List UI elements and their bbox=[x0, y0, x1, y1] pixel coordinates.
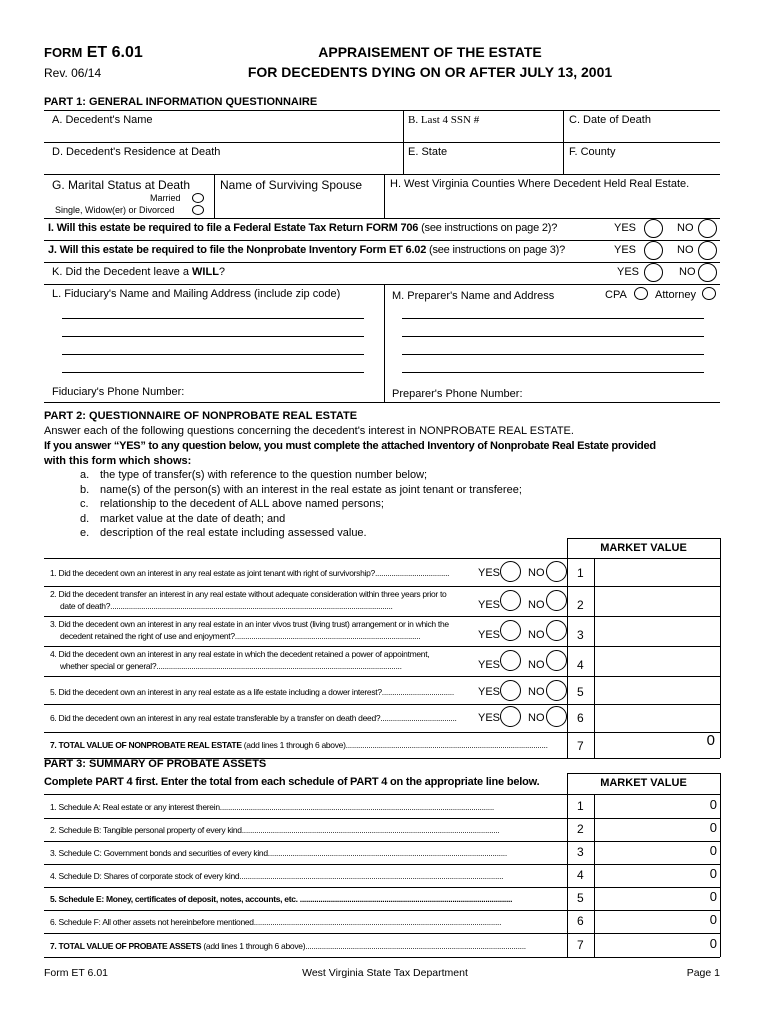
decedent-name-label: A. Decedent's Name bbox=[52, 114, 153, 126]
schedule-a-line-number: 1 bbox=[577, 799, 584, 813]
q3-line-number: 3 bbox=[577, 628, 584, 642]
preparer-phone-label: Preparer's Phone Number: bbox=[392, 388, 523, 400]
q1-yes-radio[interactable] bbox=[500, 561, 521, 582]
q2-line-number: 2 bbox=[577, 598, 584, 612]
schedule-f-label: 6. Schedule F: All other assets not hereinbefore mentioned........................................................................................................................ bbox=[50, 917, 502, 927]
q1-line-number: 1 bbox=[577, 566, 584, 580]
j-yes-label: YES bbox=[614, 244, 637, 256]
q2-yes-label: YES bbox=[478, 599, 501, 611]
footer-page-number: Page 1 bbox=[686, 967, 720, 979]
list-text: name(s) of the person(s) with an interest in the real estate as joint tenant or transferee; bbox=[100, 483, 522, 496]
i-no-label: NO bbox=[677, 222, 694, 234]
form-number bbox=[44, 44, 143, 62]
q4-yes-radio[interactable] bbox=[500, 650, 521, 671]
footer-department: West Virginia State Tax Department bbox=[302, 967, 468, 979]
preparer-line-1[interactable] bbox=[402, 318, 704, 319]
probate-total-line-number: 7 bbox=[577, 938, 584, 952]
fiduciary-line-2[interactable] bbox=[62, 336, 364, 337]
wv-counties-label: H. West Virginia Counties Where Decedent Held Real Estate. bbox=[390, 178, 690, 190]
q6-no-label: NO bbox=[528, 712, 545, 724]
single-label: Single, Widow(er) or Divorced bbox=[55, 205, 175, 215]
question-k-post: ? bbox=[218, 266, 226, 278]
list-item bbox=[80, 497, 522, 512]
state-label: E. State bbox=[408, 146, 448, 158]
question-4-line1: 4. Did the decedent own an interest in any real estate in which the decedent retained a power of appointment, bbox=[50, 649, 430, 659]
k-yes-radio[interactable] bbox=[644, 263, 663, 282]
preparer-line-3[interactable] bbox=[402, 354, 704, 355]
schedule-d-label: 4. Schedule D: Shares of corporate stock of every kind................................................................................................................................ bbox=[50, 871, 504, 881]
question-5: 5. Did the decedent own an interest in any real estate as a life estate including a dower interest?................................... bbox=[50, 687, 454, 697]
probate-total-rest: (add lines 1 through 6 above)........................................................................................................... bbox=[201, 941, 526, 951]
schedule-c-value[interactable]: 0 bbox=[709, 843, 717, 858]
revision-date: Rev. 06/14 bbox=[44, 66, 102, 80]
schedule-c-line-number: 3 bbox=[577, 845, 584, 859]
probate-total-value[interactable]: 0 bbox=[709, 936, 717, 951]
question-6: 6. Did the decedent own an interest in any real estate transferable by a transfer on death deed?..................................... bbox=[50, 713, 457, 723]
attorney-label: Attorney bbox=[655, 289, 696, 301]
list-item bbox=[80, 483, 522, 498]
surviving-spouse-label: Name of Surviving Spouse bbox=[220, 178, 363, 192]
part2-heading: PART 2: QUESTIONNAIRE OF NONPROBATE REAL ESTATE bbox=[44, 410, 358, 422]
list-letter: a. bbox=[80, 469, 90, 481]
schedule-f-line-number: 6 bbox=[577, 914, 584, 928]
nonprobate-total-label bbox=[50, 739, 565, 752]
county-label: F. County bbox=[569, 146, 616, 158]
q6-yes-radio[interactable] bbox=[500, 706, 521, 727]
q3-no-radio[interactable] bbox=[546, 620, 567, 641]
schedule-b-label: 2. Schedule B: Tangible personal property of every kind............................................................................................................................. bbox=[50, 825, 500, 835]
date-of-death-label: C. Date of Death bbox=[569, 114, 651, 126]
part2-instruction-2: with this form which shows: bbox=[44, 455, 192, 467]
part2-intro: Answer each of the following questions concerning the decedent's interest in NONPROBATE REAL ESTATE. bbox=[44, 425, 574, 437]
q1-yes-label: YES bbox=[478, 567, 501, 579]
schedule-b-value[interactable]: 0 bbox=[709, 820, 717, 835]
i-no-radio[interactable] bbox=[698, 219, 717, 238]
q4-line-number: 4 bbox=[577, 658, 584, 672]
q2-yes-radio[interactable] bbox=[500, 590, 521, 611]
fiduciary-phone-label: Fiduciary's Phone Number: bbox=[52, 386, 185, 398]
question-3-line1: 3. Did the decedent own an interest in any real estate in an inter vivos trust (living trust) arrangement or in which the bbox=[50, 619, 449, 629]
list-item bbox=[80, 512, 522, 527]
part2-list bbox=[80, 468, 522, 541]
q6-yes-label: YES bbox=[478, 712, 501, 724]
q3-no-label: NO bbox=[528, 629, 545, 641]
k-no-radio[interactable] bbox=[698, 263, 717, 282]
schedule-d-line-number: 4 bbox=[577, 868, 584, 882]
q5-line-number: 5 bbox=[577, 685, 584, 699]
q4-no-label: NO bbox=[528, 659, 545, 671]
q4-yes-label: YES bbox=[478, 659, 501, 671]
nonprobate-total-value[interactable]: 0 bbox=[706, 732, 715, 749]
q1-no-label: NO bbox=[528, 567, 545, 579]
q6-line-number: 6 bbox=[577, 711, 584, 725]
marital-status-label: G. Marital Status at Death bbox=[52, 178, 191, 192]
question-k-pre: K. Did the Decedent leave a bbox=[52, 266, 193, 278]
j-no-radio[interactable] bbox=[698, 241, 717, 260]
question-i-bold: I. Will this estate be required to file a Federal Estate Tax Return FORM 706 bbox=[48, 222, 419, 234]
q2-no-radio[interactable] bbox=[546, 590, 567, 611]
list-text: relationship to the decedent of ALL above named persons; bbox=[100, 498, 384, 510]
part3-instruction: Complete PART 4 first. Enter the total from each schedule of PART 4 on the appropriate line below. bbox=[44, 776, 540, 788]
attorney-radio[interactable] bbox=[702, 287, 716, 300]
schedule-f-value[interactable]: 0 bbox=[709, 912, 717, 927]
schedule-a-label: 1. Schedule A: Real estate or any interest therein..................................................................................................................................... bbox=[50, 802, 494, 812]
k-yes-label: YES bbox=[617, 266, 640, 278]
j-yes-radio[interactable] bbox=[644, 241, 663, 260]
list-text: market value at the date of death; and bbox=[100, 512, 286, 525]
schedule-e-label: 5. Schedule E: Money, certificates of deposit, notes, accounts, etc. ....................................................................................................... bbox=[50, 894, 513, 904]
fiduciary-line-3[interactable] bbox=[62, 354, 364, 355]
question-i bbox=[48, 222, 557, 234]
list-item bbox=[80, 468, 522, 483]
cpa-radio[interactable] bbox=[634, 287, 648, 300]
form-title-line1: APPRAISEMENT OF THE ESTATE bbox=[318, 44, 542, 60]
q3-yes-radio[interactable] bbox=[500, 620, 521, 641]
footer-form-number: Form ET 6.01 bbox=[44, 967, 108, 979]
fiduciary-line-1[interactable] bbox=[62, 318, 364, 319]
q5-yes-radio[interactable] bbox=[500, 680, 521, 701]
question-k bbox=[52, 266, 225, 278]
part2-market-value-header: MARKET VALUE bbox=[600, 542, 687, 554]
q5-yes-label: YES bbox=[478, 686, 501, 698]
schedule-b-line-number: 2 bbox=[577, 822, 584, 836]
k-no-label: NO bbox=[679, 266, 696, 278]
married-radio[interactable] bbox=[192, 193, 204, 203]
fiduciary-label: L. Fiduciary's Name and Mailing Address (include zip code) bbox=[52, 288, 341, 300]
question-3-line2: decedent retained the right of use and enjoyment?.......................................................................................... bbox=[60, 631, 421, 641]
preparer-label: M. Preparer's Name and Address bbox=[392, 290, 555, 302]
form-prefix: FORM bbox=[44, 45, 83, 60]
fiduciary-line-4[interactable] bbox=[62, 372, 364, 373]
married-label: Married bbox=[150, 193, 181, 203]
schedule-c-label: 3. Schedule C: Government bonds and securities of every kind.................................................................................................................... bbox=[50, 848, 507, 858]
i-yes-label: YES bbox=[614, 222, 637, 234]
q7-line-number: 7 bbox=[577, 739, 584, 753]
part1-heading: PART 1: GENERAL INFORMATION QUESTIONNAIRE bbox=[44, 96, 318, 108]
part2-instruction-1: If you answer “YES” to any question below, you must complete the attached Inventory of Nonprobate Real Estate provided bbox=[44, 440, 656, 452]
schedule-a-value[interactable]: 0 bbox=[709, 797, 717, 812]
list-letter: e. bbox=[80, 527, 90, 539]
list-letter: c. bbox=[80, 498, 89, 510]
ssn-label: B. Last 4 SSN # bbox=[408, 114, 480, 126]
i-yes-radio[interactable] bbox=[644, 219, 663, 238]
question-2-line1: 2. Did the decedent transfer an interest in any real estate without adequate consideration within three years prior to bbox=[50, 589, 447, 599]
schedule-d-value[interactable]: 0 bbox=[709, 866, 717, 881]
form-number-text: ET 6.01 bbox=[86, 44, 143, 61]
list-item bbox=[80, 526, 522, 541]
question-4-line2: whether special or general?....................................................................................................................... bbox=[60, 661, 402, 671]
residence-label: D. Decedent's Residence at Death bbox=[52, 146, 221, 158]
question-j-bold: J. Will this estate be required to file the Nonprobate Inventory Form ET 6.02 bbox=[48, 244, 427, 256]
q4-no-radio[interactable] bbox=[546, 650, 567, 671]
question-2-line2: date of death?......................................................................................................................................... bbox=[60, 601, 393, 611]
q5-no-radio[interactable] bbox=[546, 680, 567, 701]
probate-total-bold: 7. TOTAL VALUE OF PROBATE ASSETS bbox=[50, 941, 202, 951]
q3-yes-label: YES bbox=[478, 629, 501, 641]
list-text: the type of transfer(s) with reference to the question number below; bbox=[100, 469, 428, 481]
nonprobate-total-rest: (add lines 1 through 6 above).................................................................................................. bbox=[241, 740, 548, 750]
preparer-line-4[interactable] bbox=[402, 372, 704, 373]
preparer-line-2[interactable] bbox=[402, 336, 704, 337]
single-radio[interactable] bbox=[192, 205, 204, 215]
q5-no-label: NO bbox=[528, 686, 545, 698]
schedule-e-value[interactable]: 0 bbox=[709, 889, 717, 904]
question-1: 1. Did the decedent own an interest in any real estate as joint tenant with right of survivorship?.................................... bbox=[50, 568, 450, 578]
part3-market-value-header: MARKET VALUE bbox=[600, 777, 687, 789]
cpa-label: CPA bbox=[605, 289, 627, 301]
part3-heading: PART 3: SUMMARY OF PROBATE ASSETS bbox=[44, 758, 267, 770]
q1-no-radio[interactable] bbox=[546, 561, 567, 582]
q2-no-label: NO bbox=[528, 599, 545, 611]
question-j bbox=[48, 244, 565, 256]
question-j-rest: (see instructions on page 3)? bbox=[426, 244, 566, 256]
list-letter: b. bbox=[80, 483, 90, 496]
q6-no-radio[interactable] bbox=[546, 706, 567, 727]
schedule-e-line-number: 5 bbox=[577, 891, 584, 905]
question-k-bold: WILL bbox=[192, 266, 219, 278]
list-letter: d. bbox=[80, 512, 90, 525]
nonprobate-total-bold: 7. TOTAL VALUE OF NONPROBATE REAL ESTATE bbox=[50, 740, 242, 750]
form-title-line2: FOR DECEDENTS DYING ON OR AFTER JULY 13, 2001 bbox=[247, 64, 613, 80]
probate-total-label bbox=[50, 940, 565, 953]
question-i-rest: (see instructions on page 2)? bbox=[418, 222, 558, 234]
j-no-label: NO bbox=[677, 244, 694, 256]
list-text: description of the real estate including assessed value. bbox=[100, 527, 367, 539]
